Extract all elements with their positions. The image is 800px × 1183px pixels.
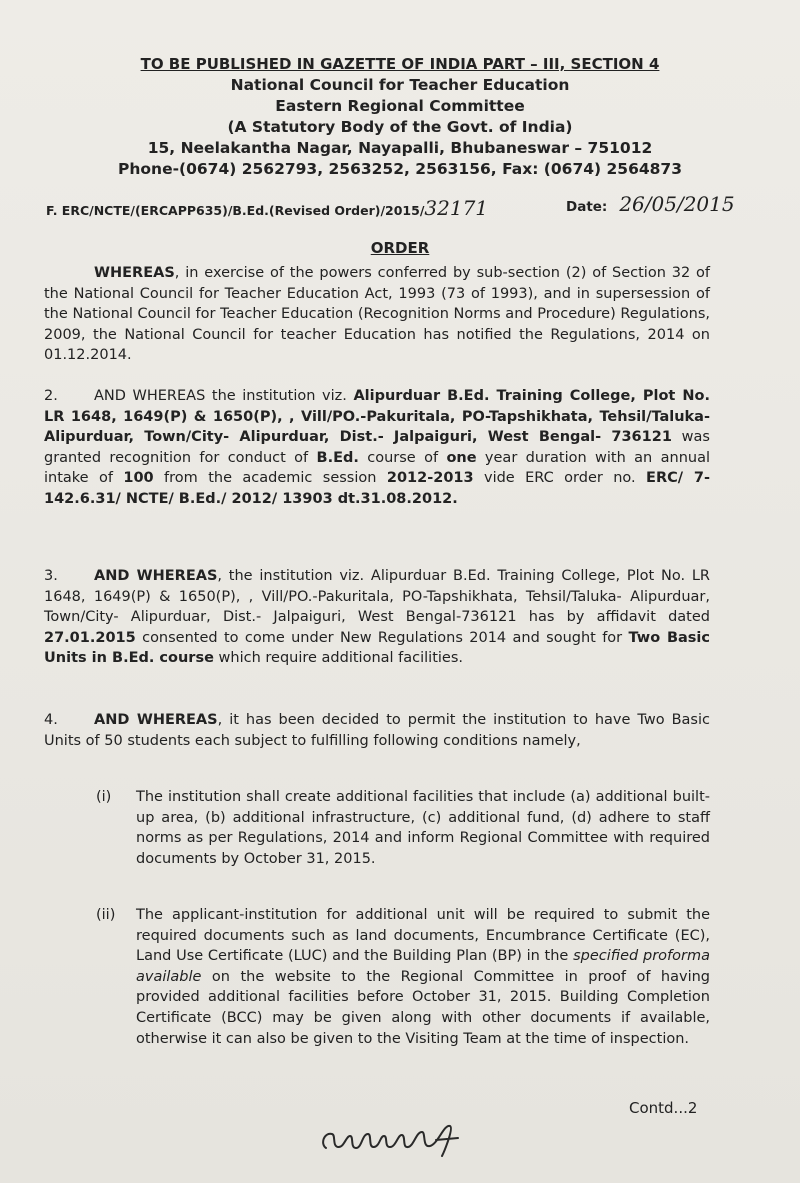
condition-text-part: The applicant-institution for additional unit will be required to submit the required documents such as land documents, Encumbrance Certificate (EC), Land Use Certificate (LUC) and the Building Plan (BP) in the [136, 907, 710, 965]
condition-text [136, 905, 710, 1049]
file-number: F. ERC/NCTE/(ERCAPP635)/B.Ed.(Revised Order)/2015/ [46, 203, 425, 218]
reference-line [46, 196, 488, 220]
erc-order-number: ERC/ 7-142.6.31/ NCTE/ B.Ed./ 2012/ 13903 dt.31.08.2012. [44, 470, 710, 507]
signature [318, 1118, 488, 1162]
para3-num: 3. [44, 568, 58, 584]
academic-session: 2012-2013 [386, 470, 474, 487]
date-label: Date: [566, 199, 608, 215]
para4-lead: AND WHEREAS [94, 712, 218, 728]
statutory-status: (A Statutory Body of the Govt. of India) [227, 118, 573, 136]
condition-ii [96, 905, 710, 1049]
para2-text: vide ERC order no. [473, 470, 647, 487]
order-title: ORDER [370, 239, 430, 257]
handwritten-number: 32171 [424, 196, 489, 220]
para2-text: AND WHEREAS the institution viz. [94, 388, 354, 404]
institution-name-address: Alipurduar B.Ed. Training College, Plot No. LR 1648, 1649(P) & 1650(P), , Vill/PO.-Pakuritala, PO-Tapshikhata, Tehsil/Taluka- Alipurduar, Town/City- Alipurduar, Dist.- Jalpaiguri, West Bengal- 736121 [44, 388, 710, 446]
date-line [566, 192, 735, 216]
paragraph-1 [44, 263, 710, 366]
para2-text: course of [358, 449, 447, 466]
para3-text: consented to come under New Regulations 2014 and sought for [135, 629, 629, 646]
para3-text: , the institution viz. Alipurduar B.Ed. Training College, Plot No. LR 1648, 1649(P) & 1650(P), , Vill/PO.-Pakuritala, PO-Tapshikhata, Tehsil/Taluka- Alipurduar, Town/City- Alipurduar, Dist.- Jalpaiguri, West Bengal-736121 has by affidavit dated [44, 568, 711, 626]
continued-note: Contd...2 [629, 1099, 698, 1117]
para4-text: , it has been decided to permit the institution to have Two Basic Units of 50 students each subject to fulfilling following conditions namely, [44, 712, 710, 749]
handwritten-date: 26/05/2015 [619, 192, 735, 216]
condition-number: (i) [96, 789, 112, 805]
para2-text: year duration with an annual intake of [44, 449, 710, 487]
duration: one [446, 449, 477, 466]
para3-lead: AND WHEREAS [94, 568, 218, 584]
proforma-emphasis: specified proforma available [136, 948, 710, 985]
para4-num: 4. [44, 712, 58, 728]
course-name: B.Ed. [316, 449, 359, 466]
paragraph-4 [44, 710, 710, 751]
affidavit-date: 27.01.2015 [44, 629, 136, 646]
para1-lead: WHEREAS [94, 265, 175, 281]
para3-text: which require additional facilities. [213, 650, 464, 667]
paragraph-2 [44, 386, 710, 510]
condition-text-part: on the website to the Regional Committee in proof of having provided additional facilities before October 31, 2015. Building Completion Certificate (BCC) may be given along with other documents if available, otherwise it can also be given to the Visiting Team at the time of inspection. [136, 968, 710, 1047]
condition-number: (ii) [96, 907, 116, 923]
paragraph-3 [44, 566, 710, 669]
committee-name: Eastern Regional Committee [275, 97, 525, 115]
condition-i [96, 787, 710, 869]
para1-text: , in exercise of the powers conferred by sub-section (2) of Section 32 of the National Council for Teacher Education Act, 1993 (73 of 1993), and in supersession of the National Council for Teacher Education (Recognition Norms and Procedure) Regulations, 2009, the National Council for teacher Education has notified the Regulations, 2014 on 01.12.2014. [44, 265, 710, 364]
phone-fax: Phone-(0674) 2562793, 2563252, 2563156, Fax: (0674) 2564873 [118, 160, 682, 178]
org-name: National Council for Teacher Education [230, 76, 570, 94]
gazette-notice: TO BE PUBLISHED IN GAZETTE OF INDIA PART – III, SECTION 4 [140, 55, 660, 73]
address: 15, Neelakantha Nagar, Nayapalli, Bhubaneswar – 751012 [147, 139, 653, 157]
para2-text: was granted recognition for conduct of [44, 429, 710, 466]
units-sought: Two Basic Units in B.Ed. course [44, 629, 710, 667]
intake: 100 [123, 470, 154, 487]
para2-num: 2. [44, 388, 58, 404]
condition-text: The institution shall create additional facilities that include (a) additional built-up area, (b) additional infrastructure, (c) additional fund, (d) adhere to staff norms as per Regulations, 2014 and inform Regional Committee with required documents by October 31, 2015. [136, 789, 710, 867]
para2-text: from the academic session [153, 470, 387, 487]
letterhead [0, 54, 800, 180]
